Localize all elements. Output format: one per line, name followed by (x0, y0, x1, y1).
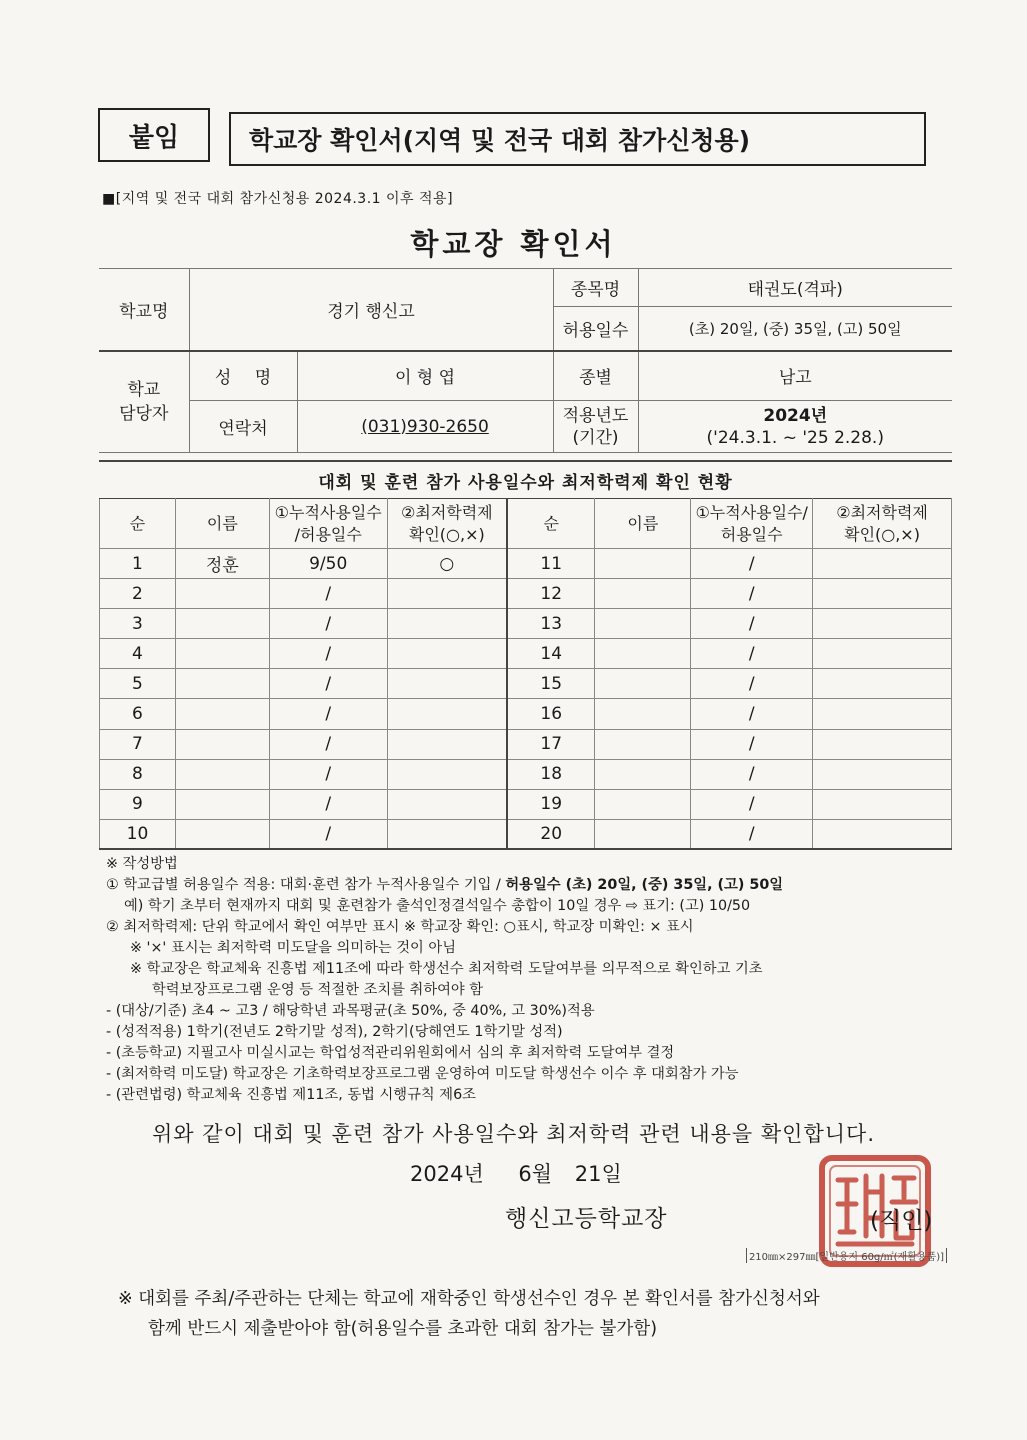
gender-value: 남고 (638, 351, 952, 401)
row-check (387, 699, 507, 729)
row-name (175, 789, 269, 819)
footer-line-2: 함께 반드시 제출받아야 함(허용일수를 초과한 대회 참가는 불가함) (148, 1319, 658, 1339)
row-no: 19 (507, 789, 595, 819)
row-days: / (269, 789, 387, 819)
gender-label: 종별 (553, 351, 638, 401)
row-name (595, 549, 691, 579)
row-days: / (691, 669, 813, 699)
row-days: / (269, 819, 387, 849)
school-value: 경기 행신고 (189, 269, 553, 351)
row-check (387, 639, 507, 669)
paper-size-note: 210㎜×297㎜[일반용지 60g/㎡(재활용품)] (746, 1248, 947, 1263)
apply-note: ■[지역 및 전국 대회 참가신청용 2024.3.1 이후 적용] (102, 191, 454, 207)
header-check-right: ②최저학력제 확인(○,×) (813, 499, 952, 549)
row-name: 정훈 (175, 549, 269, 579)
row-check (813, 819, 952, 849)
year-label: 적용년도 (기간) (553, 401, 638, 453)
info-table (99, 268, 952, 453)
instruction-note-2a: ※ 학교장은 학교체육 진흥법 제11조에 따라 학생선수 최저학력 도달여부를 의무적으로 확인하고 기초 (130, 961, 763, 977)
status-heading: 대회 및 훈련 참가 사용일수와 최저학력제 확인 현황 (99, 460, 952, 498)
row-days: / (691, 819, 813, 849)
row-no: 8 (100, 759, 176, 789)
table-row (100, 789, 952, 819)
footer-notice (118, 1284, 938, 1344)
instruction-dash-1: - (대상/기준) 초4 ~ 고3 / 해당학년 과목평균(초 50%, 중 40%, 고 30%)적용 (106, 1003, 595, 1019)
row-no: 7 (100, 729, 176, 759)
row-check (813, 639, 952, 669)
row-no: 12 (507, 579, 595, 609)
row-no: 3 (100, 609, 176, 639)
instruction-dash-5: - (관련법령) 학교체육 진흥법 제11조, 동법 시행규칙 제6조 (106, 1087, 476, 1103)
row-name (175, 819, 269, 849)
header-no-right: 순 (507, 499, 595, 549)
row-days: / (691, 579, 813, 609)
row-days: / (269, 729, 387, 759)
event-value: 태권도(격파) (638, 269, 952, 307)
instruction-dash-2: - (성적적용) 1학기(전년도 2학기말 성적), 2학기(당해연도 1학기말 성적) (106, 1024, 563, 1040)
allowed-days-label: 허용일수 (553, 307, 638, 351)
table-row (100, 819, 952, 849)
main-title: 학교장 확인서 (410, 227, 617, 261)
row-name (175, 669, 269, 699)
row-no: 15 (507, 669, 595, 699)
row-days: / (269, 699, 387, 729)
period-value: ('24.3.1. ~ '25 2.28.) (706, 427, 884, 448)
row-name (595, 579, 691, 609)
table-row (100, 549, 952, 579)
row-days: / (691, 699, 813, 729)
row-days: / (691, 789, 813, 819)
table-row (100, 639, 952, 669)
header-days: ①누적사용일수 /허용일수 (269, 499, 387, 549)
row-days: / (691, 549, 813, 579)
row-name (175, 579, 269, 609)
instruction-item-1: ① 학교급별 허용일수 적용: 대회·훈련 참가 누적사용일수 기입 / (106, 877, 506, 893)
instruction-note-1: ※ '×' 표시는 최저학력 미도달을 의미하는 것이 아님 (130, 940, 457, 956)
row-check (387, 789, 507, 819)
row-check: ○ (387, 549, 507, 579)
row-name (595, 789, 691, 819)
row-name (175, 639, 269, 669)
attachment-tag: 붙임 (98, 108, 210, 162)
school-label: 학교명 (99, 269, 189, 351)
instruction-dash-3: - (초등학교) 지필고사 미실시교는 학업성적관리위원회에서 심의 후 최저학력 도달여부 결정 (106, 1045, 675, 1061)
row-no: 6 (100, 699, 176, 729)
table-row (100, 609, 952, 639)
row-check (387, 729, 507, 759)
row-name (595, 639, 691, 669)
date-month: 6월 (518, 1162, 553, 1186)
issue-date (410, 1158, 622, 1188)
row-check (813, 579, 952, 609)
allowed-days-value: (초) 20일, (중) 35일, (고) 50일 (638, 307, 952, 351)
row-no: 9 (100, 789, 176, 819)
row-no: 18 (507, 759, 595, 789)
table-row (100, 729, 952, 759)
contact-value: (031)930-2650 (361, 416, 489, 437)
event-label: 종목명 (553, 269, 638, 307)
row-no: 13 (507, 609, 595, 639)
table-row (100, 669, 952, 699)
row-days: / (269, 669, 387, 699)
instruction-item-2: ② 최저학력제: 단위 학교에서 확인 여부만 표시 ※ 학교장 확인: ○표시, 학교장 미확인: × 표시 (106, 919, 694, 935)
table-row (100, 579, 952, 609)
row-no: 14 (507, 639, 595, 669)
row-no: 20 (507, 819, 595, 849)
confirm-statement: 위와 같이 대회 및 훈련 참가 사용일수와 최저학력 관련 내용을 확인합니다. (151, 1122, 875, 1146)
row-check (387, 669, 507, 699)
name-value: 이 형 엽 (297, 351, 553, 401)
roster-table (99, 498, 952, 850)
row-days: 9/50 (269, 549, 387, 579)
row-name (595, 669, 691, 699)
row-check (387, 579, 507, 609)
row-name (595, 609, 691, 639)
header-days-right: ①누적사용일수/ 허용일수 (691, 499, 813, 549)
seal-label: (직인) (870, 1208, 933, 1234)
row-days: / (691, 759, 813, 789)
row-days: / (691, 729, 813, 759)
row-days: / (269, 579, 387, 609)
date-year: 2024년 (410, 1162, 484, 1186)
row-check (813, 699, 952, 729)
document-header-title: 학교장 확인서(지역 및 전국 대회 참가신청용) (229, 112, 926, 166)
row-name (175, 699, 269, 729)
row-name (595, 759, 691, 789)
table-row (100, 699, 952, 729)
row-days: / (269, 609, 387, 639)
instruction-note-2b: 학력보장프로그램 운영 등 적절한 조치를 취하여야 함 (152, 982, 484, 998)
manager-label: 학교 담당자 (99, 351, 189, 453)
row-no: 17 (507, 729, 595, 759)
row-name (175, 759, 269, 789)
row-name (175, 609, 269, 639)
row-name (595, 699, 691, 729)
row-check (387, 609, 507, 639)
instruction-item-1-bold: 허용일수 (초) 20일, (중) 35일, (고) 50일 (505, 877, 784, 893)
row-check (387, 819, 507, 849)
instructions (106, 854, 956, 1106)
row-check (813, 549, 952, 579)
name-label: 성 명 (189, 351, 297, 401)
date-day: 21일 (574, 1162, 622, 1186)
year-value: 2024년 (763, 405, 828, 426)
row-days: / (269, 639, 387, 669)
header-name: 이름 (175, 499, 269, 549)
row-name (595, 819, 691, 849)
header-name-right: 이름 (595, 499, 691, 549)
row-days: / (691, 639, 813, 669)
row-no: 1 (100, 549, 176, 579)
row-check (813, 669, 952, 699)
row-no: 5 (100, 669, 176, 699)
contact-label: 연락처 (189, 401, 297, 453)
row-check (387, 759, 507, 789)
row-name (595, 729, 691, 759)
row-check (813, 729, 952, 759)
header-no: 순 (100, 499, 176, 549)
header-check: ②최저학력제 확인(○,×) (387, 499, 507, 549)
instruction-example: 예) 학기 초부터 현재까지 대회 및 훈련참가 출석인정결석일수 총합이 10일 경우 ⇨ 표기: (고) 10/50 (124, 898, 751, 914)
instruction-dash-4: - (최저학력 미도달) 학교장은 기초학력보장프로그램 운영하여 미도달 학생선수 이수 후 대회참가 가능 (106, 1066, 739, 1082)
row-check (813, 759, 952, 789)
row-no: 4 (100, 639, 176, 669)
row-check (813, 789, 952, 819)
row-check (813, 609, 952, 639)
row-no: 16 (507, 699, 595, 729)
row-days: / (691, 609, 813, 639)
school-signature: 행신고등학교장 (505, 1206, 668, 1232)
row-no: 10 (100, 819, 176, 849)
row-no: 2 (100, 579, 176, 609)
row-name (175, 729, 269, 759)
row-no: 11 (507, 549, 595, 579)
footer-line-1: ※ 대회를 주최/주관하는 단체는 학교에 재학중인 학생선수인 경우 본 확인서를 참가신청서와 (118, 1289, 820, 1309)
instructions-heading: ※ 작성방법 (106, 856, 178, 872)
row-days: / (269, 759, 387, 789)
table-row (100, 759, 952, 789)
